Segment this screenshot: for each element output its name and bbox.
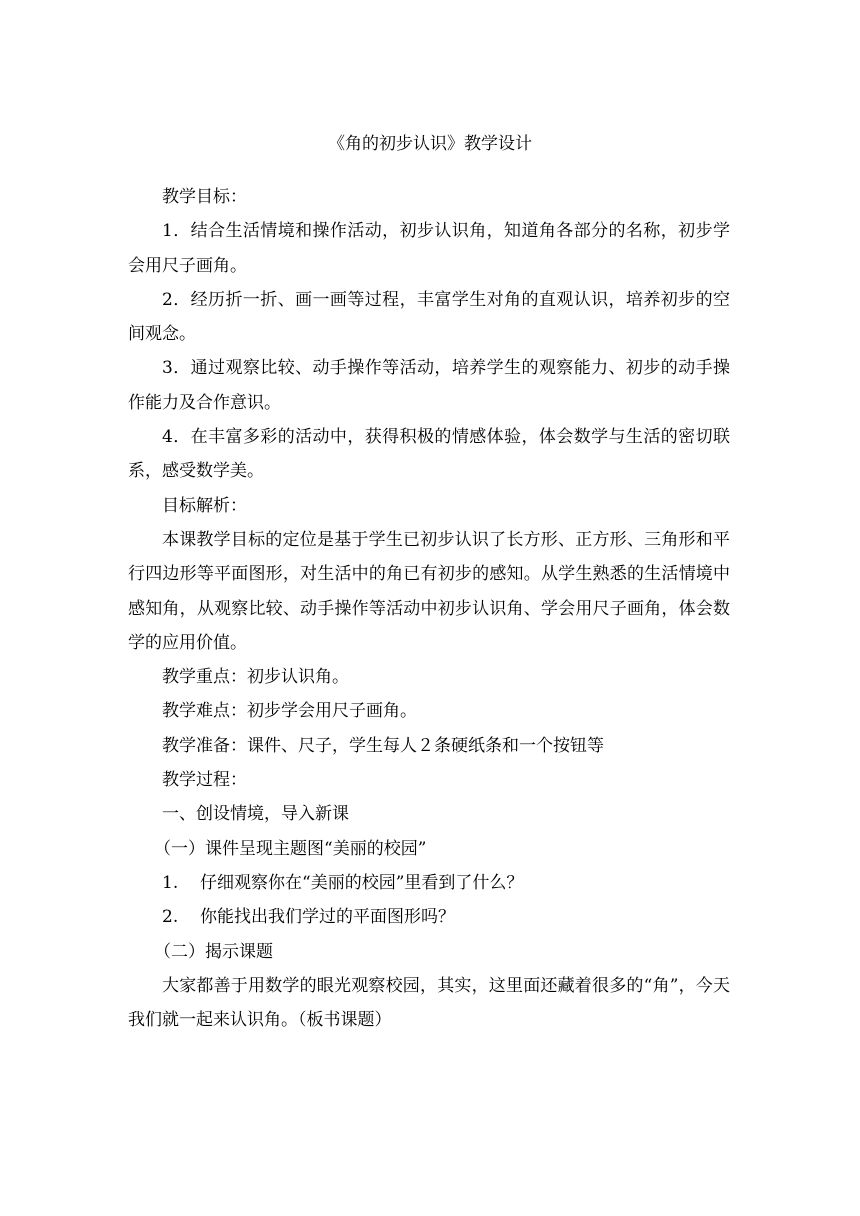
paragraph-goal-2: 2．经历折一折、画一画等过程，丰富学生对角的直观认识，培养初步的空间观念。	[128, 289, 730, 345]
numbered-item-text: 仔细观察你在“美丽的校园”里看到了什么？	[200, 872, 524, 893]
numbered-item	[128, 866, 730, 900]
numbered-item-text: 你能找出我们学过的平面图形吗？	[200, 907, 455, 928]
paragraph-preparation: 教学准备：课件、尺子，学生每人２条硬纸条和一个按钮等	[162, 735, 604, 756]
paragraph-goal-analysis: 本课教学目标的定位是基于学生已初步认识了长方形、正方形、三角形和平行四边形等平面图形，对生活中的角已有初步的感知。从学生熟悉的生活情境中感知角，从观察比较、动手操作等活动中初步认识角、学会用尺子画角，体会数学的应用价值。	[128, 529, 730, 653]
numbered-item-number: 1.	[162, 872, 179, 893]
paragraph-subsection-2-heading: （二）揭示课题	[154, 941, 273, 962]
paragraph-section-1-heading: 一、创设情境，导入新课	[162, 804, 349, 825]
paragraph-teaching-goals-heading: 教学目标：	[162, 187, 247, 207]
numbered-item	[128, 900, 730, 934]
paragraph-process-heading: 教学过程：	[162, 770, 247, 791]
document-body	[128, 180, 730, 1037]
paragraph-introduction: 大家都善于用数学的眼光观察校园，其实，这里面还藏着很多的“角”，今天我们就一起来认识角。（板书课题）	[128, 975, 730, 1031]
paragraph-goal-3: 3．通过观察比较、动手操作等活动，培养学生的观察能力、初步的动手操作能力及合作意识。	[128, 358, 730, 413]
paragraph-goal-1: 1．结合生活情境和操作活动，初步认识角，知道角各部分的名称，初步学会用尺子画角。	[128, 221, 730, 276]
paragraph-difficulty: 教学难点：初步学会用尺子画角。	[162, 701, 417, 722]
document-title: 《角的初步认识》教学设计	[328, 134, 532, 154]
paragraph-key-point: 教学重点：初步认识角。	[162, 667, 349, 688]
numbered-item-number: 2.	[162, 907, 179, 928]
paragraph-goal-4: 4．在丰富多彩的活动中，获得积极的情感体验，体会数学与生活的密切联系，感受数学美。	[128, 427, 730, 482]
paragraph-subsection-1-heading: （一）课件呈现主题图“美丽的校园”	[154, 838, 427, 859]
paragraph-goal-analysis-heading: 目标解析：	[162, 495, 247, 516]
